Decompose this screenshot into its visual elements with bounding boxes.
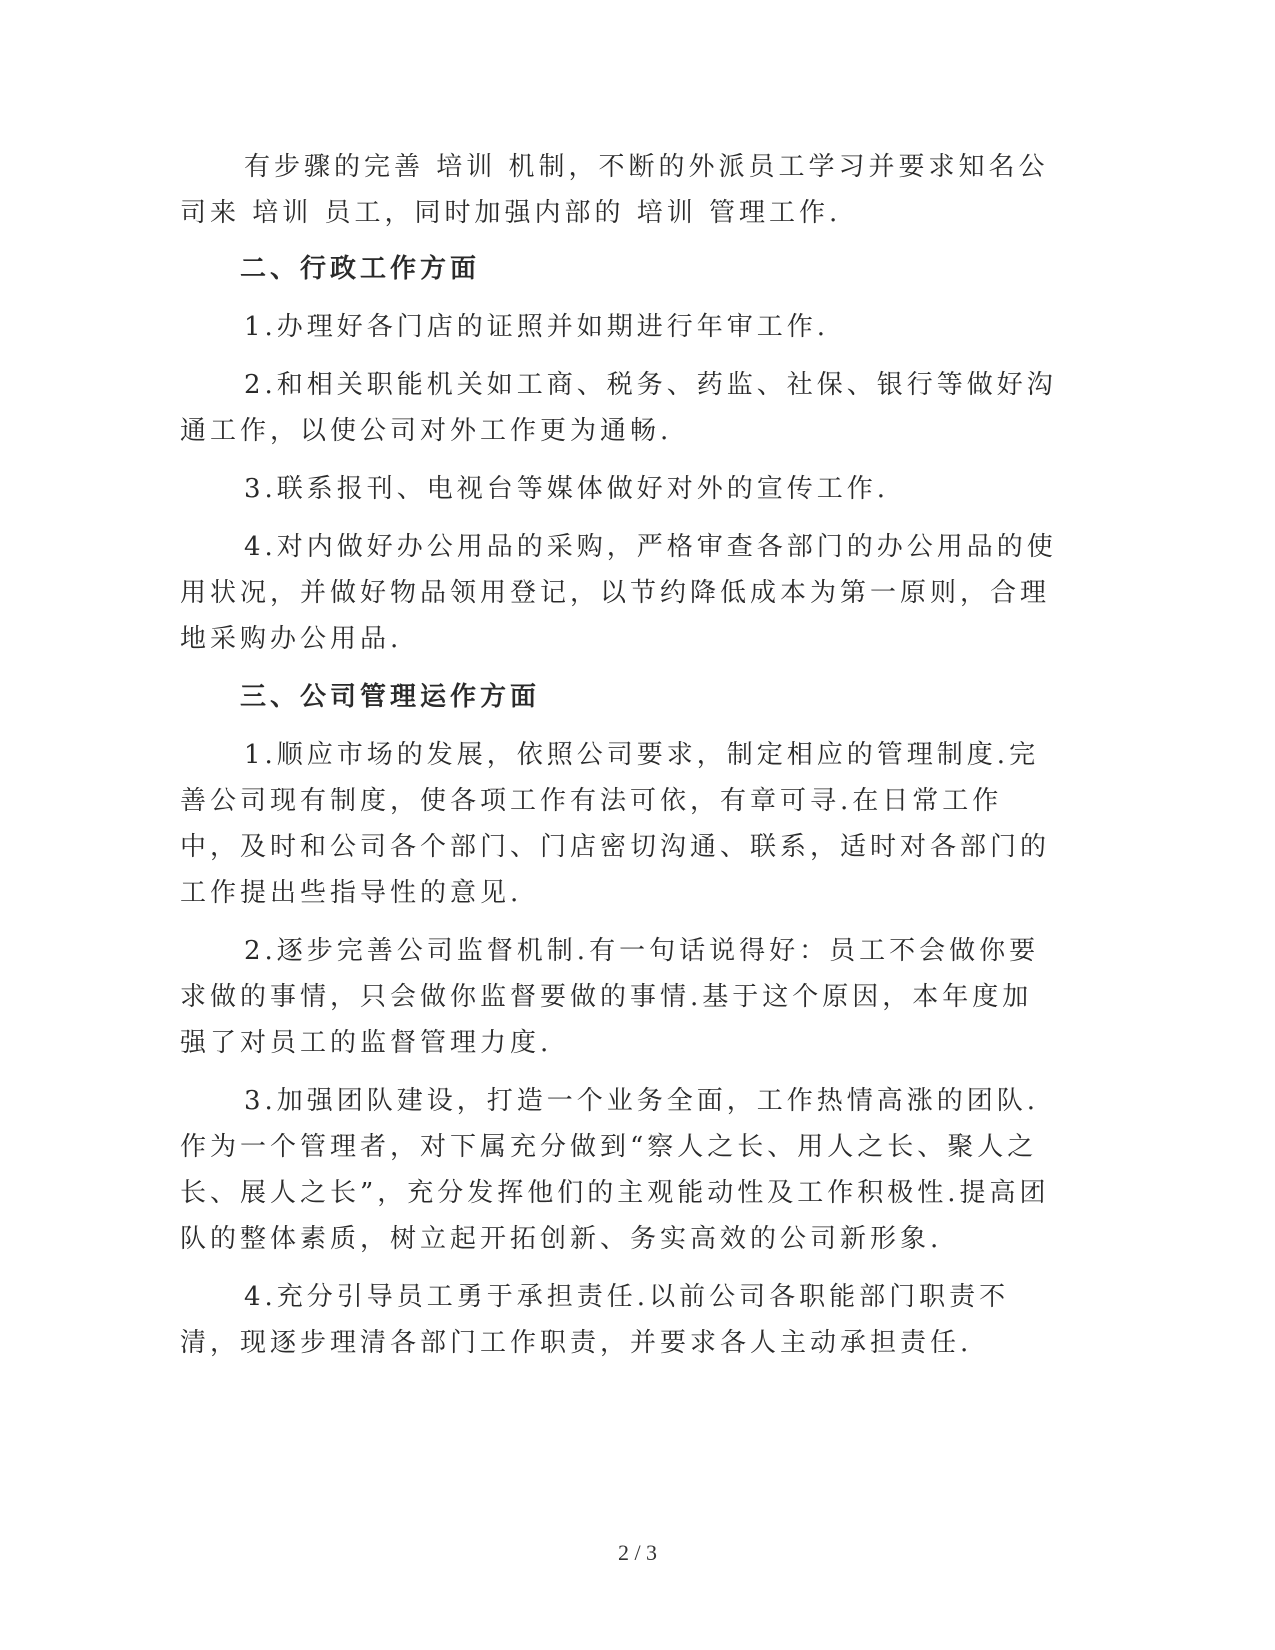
- paragraph-management-1: 1.顺应市场的发展，依照公司要求，制定相应的管理制度.完善公司现有制度，使各项工作有法可依，有章可寻.在日常工作中，及时和公司各个部门、门店密切沟通、联系，适时对各部门的工作提出些指导性的意见.: [180, 740, 1051, 908]
- paragraph-training: 有步骤的完善 培训 机制，不断的外派员工学习并要求知名公司来 培训 员工，同时加强内部的 培训 管理工作.: [180, 152, 1049, 228]
- paragraph-management-3: 3.加强团队建设，打造一个业务全面，工作热情高涨的团队.作为一个管理者，对下属充分做到“察人之长、用人之长、聚人之长、展人之长”，充分发挥他们的主观能动性及工作积极性.提高团队的整体素质，树立起开拓创新、务实高效的公司新形象.: [180, 1086, 1050, 1254]
- section-heading-admin: 二、行政工作方面: [240, 254, 481, 284]
- page-number: 2 / 3: [617, 1540, 658, 1565]
- document-body: [180, 144, 1060, 1378]
- paragraph-admin-2: 2.和相关职能机关如工商、税务、药监、社保、银行等做好沟通工作，以使公司对外工作更为通畅.: [180, 370, 1057, 446]
- section-heading-management: 三、公司管理运作方面: [240, 682, 541, 712]
- paragraph-management-2: 2.逐步完善公司监督机制.有一句话说得好：员工不会做你要求做的事情，只会做你监督要做的事情.基于这个原因，本年度加强了对员工的监督管理力度.: [180, 936, 1040, 1058]
- paragraph-management-4: 4.充分引导员工勇于承担责任.以前公司各职能部门职责不清，现逐步理清各部门工作职责，并要求各人主动承担责任.: [180, 1282, 1010, 1358]
- paragraph-admin-3: 3.联系报刊、电视台等媒体做好对外的宣传工作.: [244, 474, 890, 504]
- paragraph-admin-1: 1.办理好各门店的证照并如期进行年审工作.: [244, 312, 830, 342]
- paragraph-admin-4: 4.对内做好办公用品的采购，严格审查各部门的办公用品的使用状况，并做好物品领用登记，以节约降低成本为第一原则，合理地采购办公用品.: [180, 532, 1057, 654]
